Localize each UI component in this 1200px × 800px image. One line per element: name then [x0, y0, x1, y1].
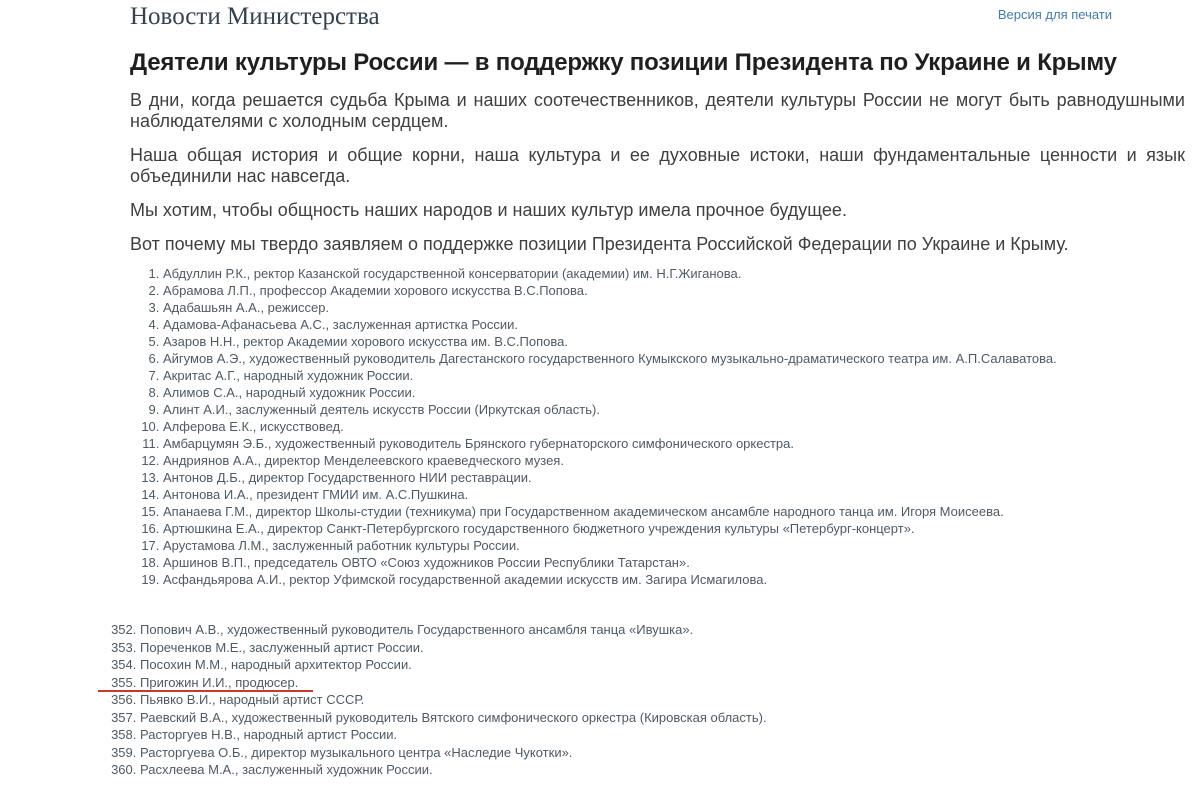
- list-item: 2. Абрамова Л.П., профессор Академии хорового искусства В.С.Попова.: [163, 282, 1185, 299]
- list-item: 13. Антонов Д.Б., директор Государственного НИИ реставрации.: [163, 469, 1185, 486]
- article-paragraph-1: В дни, когда решается судьба Крыма и наших соотечественников, деятели культуры России не могут быть равнодушными наблюдателями с холодным сердцем.: [130, 90, 1185, 131]
- article-content: [130, 48, 1185, 779]
- list-item: 6. Айгумов А.Э., художественный руководитель Дагестанского государственного Кумыкского музыкально-драматического театра им. А.П.Салаватова.: [163, 350, 1185, 367]
- list-item: 357. Раевский В.А., художественный руководитель Вятского симфонического оркестра (Кировская область).: [140, 709, 1185, 727]
- signatories-list-bottom: [100, 621, 1185, 779]
- list-item: 359. Расторгуева О.Б., директор музыкального центра «Наследие Чукотки».: [140, 744, 1185, 762]
- list-item: 11. Амбарцумян Э.Б., художественный руководитель Брянского губернаторского симфонического оркестра.: [163, 435, 1185, 452]
- list-item: 356. Пьявко В.И., народный артист СССР.: [140, 691, 1185, 709]
- list-item: 5. Азаров Н.Н., ректор Академии хорового искусства им. В.С.Попова.: [163, 333, 1185, 350]
- list-item: 7. Акритас А.Г., народный художник России.: [163, 367, 1185, 384]
- article-paragraph-2: Наша общая история и общие корни, наша культура и ее духовные истоки, наши фундаментальные ценности и язык объединили нас навсегда.: [130, 145, 1185, 186]
- list-item: 4. Адамова-Афанасьева А.С., заслуженная артистка России.: [163, 316, 1185, 333]
- list-item: 15. Апанаева Г.М., директор Школы-студии (техникума) при Государственном академическом ансамбле народного танца им. Игоря Моисеева.: [163, 503, 1185, 520]
- list-item: 1. Абдуллин Р.К., ректор Казанской государственной консерватории (академии) им. Н.Г.Жиганова.: [163, 265, 1185, 282]
- page-header: [0, 0, 1200, 36]
- list-item: 14. Антонова И.А., президент ГМИИ им. А.С.Пушкина.: [163, 486, 1185, 503]
- page-section-title: Новости Министерства: [130, 3, 380, 30]
- list-item: 352. Попович А.В., художественный руководитель Государственного ансамбля танца «Ивушка».: [140, 621, 1185, 639]
- list-item: 10. Алферова Е.К., искусствовед.: [163, 418, 1185, 435]
- list-item: 354. Посохин М.М., народный архитектор России.: [140, 656, 1185, 674]
- list-item: 17. Арустамова Л.М., заслуженный работник культуры России.: [163, 537, 1185, 554]
- article-title: Деятели культуры России — в поддержку позиции Президента по Украине и Крыму: [130, 49, 1117, 76]
- list-item: 16. Артюшкина Е.А., директор Санкт-Петербургского государственного бюджетного учреждения культуры «Петербург-концерт».: [163, 520, 1185, 537]
- list-item: 12. Андриянов А.А., директор Менделеевского краеведческого музея.: [163, 452, 1185, 469]
- list-item: 18. Аршинов В.П., председатель ОВТО «Союз художников России Республики Татарстан».: [163, 554, 1185, 571]
- list-item: 3. Адабашьян А.А., режиссер.: [163, 299, 1185, 316]
- print-version-link[interactable]: Версия для печати: [997, 7, 1112, 22]
- list-item: 358. Расторгуев Н.В., народный артист России.: [140, 726, 1185, 744]
- list-item: 360. Расхлеева М.А., заслуженный художник России.: [140, 761, 1185, 779]
- list-item: 8. Алимов С.А., народный художник России.: [163, 384, 1185, 401]
- list-item: 19. Асфандьярова А.И., ректор Уфимской государственной академии искусств им. Загира Исмагилова.: [163, 571, 1185, 588]
- signatories-list-top: [130, 265, 1185, 588]
- article-paragraph-3: Мы хотим, чтобы общность наших народов и наших культур имела прочное будущее.: [130, 200, 847, 220]
- list-item: 353. Пореченков М.Е., заслуженный артист России.: [140, 639, 1185, 657]
- article-paragraph-4: Вот почему мы твердо заявляем о поддержке позиции Президента Российской Федерации по Украине и Крыму.: [130, 234, 1069, 254]
- list-item: 355. Пригожин И.И., продюсер.: [140, 674, 1185, 692]
- list-item: 9. Алинт А.И., заслуженный деятель искусств России (Иркутская область).: [163, 401, 1185, 418]
